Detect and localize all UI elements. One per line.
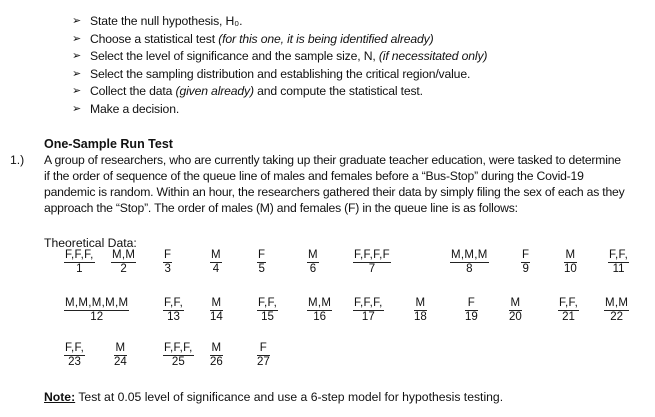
run-sequence: M,M,M — [451, 249, 488, 261]
run-cell — [564, 249, 577, 276]
run-number: 14 — [210, 311, 223, 323]
arrow-bullet-icon: ➢ — [72, 32, 82, 45]
run-number: 20 — [509, 311, 522, 323]
run-sequence: F — [258, 249, 266, 261]
run-cell — [64, 249, 95, 276]
run-sequence: M,M — [308, 297, 332, 309]
run-number: 17 — [361, 311, 375, 323]
run-sequence: F,F,F, — [164, 342, 193, 354]
run-sequence: M — [211, 297, 222, 309]
question-line: approach the “Stop”. The order of males (M) and females (F) in the queue line is as follows: — [44, 201, 518, 215]
run-sequence: F,F,F, — [65, 249, 94, 261]
run-number: 24 — [114, 356, 127, 368]
arrow-bullet-icon: ➢ — [72, 85, 82, 97]
section-title: One-Sample Run Test — [44, 137, 173, 151]
run-sequence: M — [415, 297, 426, 309]
run-sequence: F,F, — [164, 297, 184, 309]
run-sequence: M — [565, 249, 576, 261]
run-cell — [558, 297, 579, 324]
question-line: A group of researchers, who are currently taking up their graduate teacher education, were tasked to determine — [44, 153, 621, 167]
run-number: 1 — [76, 263, 83, 275]
run-cell — [111, 249, 136, 276]
run-cell — [604, 297, 629, 324]
run-number: 3 — [164, 263, 171, 275]
run-cell — [257, 297, 278, 324]
step-item: ➢ Select the level of significance and the sample size, N, (if necessitated only) — [72, 48, 642, 66]
arrow-bullet-icon: ➢ — [72, 15, 82, 27]
run-sequence: F,F,F,F — [354, 249, 390, 261]
arrow-bullet-icon: ➢ — [72, 102, 82, 115]
run-number: 26 — [210, 356, 223, 368]
run-number: 18 — [414, 311, 427, 323]
run-sequence: M — [211, 342, 222, 354]
run-sequence: M,M — [605, 297, 629, 309]
question-line: pandemic is random. Within an hour, the researchers gathered their data by simply filing the sex of each as they — [44, 185, 625, 199]
run-sequence: M — [510, 297, 521, 309]
run-number: 8 — [466, 263, 473, 275]
run-cell — [353, 249, 391, 276]
run-sequence: F — [164, 249, 172, 261]
run-cell — [64, 342, 85, 369]
run-sequence: M,M — [112, 249, 136, 261]
run-sequence: F — [522, 249, 530, 261]
run-number: 12 — [90, 311, 104, 323]
run-sequence: M — [211, 249, 221, 261]
run-cell — [163, 342, 194, 369]
question-line: if the order of sequence of the queue line of males and females before a “Bus-Stop” during the Covid-19 — [44, 169, 584, 183]
run-number: 4 — [212, 263, 220, 275]
run-number: 9 — [522, 263, 529, 275]
run-cell — [509, 297, 522, 324]
run-sequence: F — [465, 297, 478, 311]
note: Note: Test at 0.05 level of significance and use a 6-step model for hypothesis testing. — [44, 390, 504, 404]
run-cell — [210, 342, 223, 369]
run-number: 22 — [610, 311, 624, 323]
run-number: 13 — [167, 311, 180, 323]
run-number: 25 — [171, 356, 185, 368]
run-cell — [64, 297, 129, 324]
run-cell — [465, 297, 478, 324]
run-cell — [521, 249, 530, 276]
run-sequence: M — [308, 249, 318, 261]
run-cell — [307, 249, 319, 276]
run-sequence: M,M,M,M,M — [65, 297, 129, 309]
theoretical-label: Theoretical Data: — [44, 236, 137, 250]
run-cell — [163, 249, 172, 276]
run-sequence: F,F, — [65, 342, 85, 354]
run-number: 15 — [261, 311, 274, 323]
run-number: 6 — [309, 263, 317, 275]
run-number: 5 — [258, 263, 265, 275]
run-cell — [114, 342, 127, 369]
run-sequence: F,F, — [258, 297, 278, 309]
step-item: ➢ Choose a statistical test (for this one, it is being identified already) — [72, 31, 642, 49]
run-cell — [353, 297, 384, 324]
run-number: 19 — [465, 311, 478, 323]
arrow-bullet-icon: ➢ — [72, 67, 82, 80]
run-number: 23 — [68, 356, 81, 368]
run-cell — [210, 249, 222, 276]
run-number: 2 — [120, 263, 127, 275]
steps-list — [72, 13, 642, 118]
run-number: 21 — [562, 311, 575, 323]
run-cell — [163, 297, 184, 324]
run-sequence: F,F, — [609, 249, 629, 261]
run-number: 7 — [368, 263, 376, 275]
run-number: 11 — [612, 263, 625, 275]
run-sequence: F — [257, 342, 270, 356]
run-cell — [307, 297, 332, 324]
question-number: 1.) — [10, 153, 25, 167]
run-cell — [210, 297, 223, 324]
run-cell — [414, 297, 427, 324]
run-cell — [608, 249, 629, 276]
step-item: ➢ Select the sampling distribution and establishing the critical region/value. — [72, 66, 642, 84]
run-cell — [450, 249, 489, 276]
run-number: 10 — [564, 263, 577, 275]
run-sequence: M — [115, 342, 126, 354]
run-cell — [257, 342, 270, 369]
run-sequence: F,F, — [559, 297, 579, 309]
step-item: ➢ State the null hypothesis, H₀. — [72, 13, 642, 31]
run-number: 27 — [257, 356, 270, 368]
run-sequence: F,F,F, — [354, 297, 383, 309]
step-item: ➢ Make a decision. — [72, 101, 642, 119]
question-text — [44, 152, 646, 216]
run-cell — [257, 249, 266, 276]
step-item: ➢ Collect the data (given already) and compute the statistical test. — [72, 83, 642, 101]
run-number: 16 — [313, 311, 327, 323]
arrow-bullet-icon: ➢ — [72, 50, 82, 62]
